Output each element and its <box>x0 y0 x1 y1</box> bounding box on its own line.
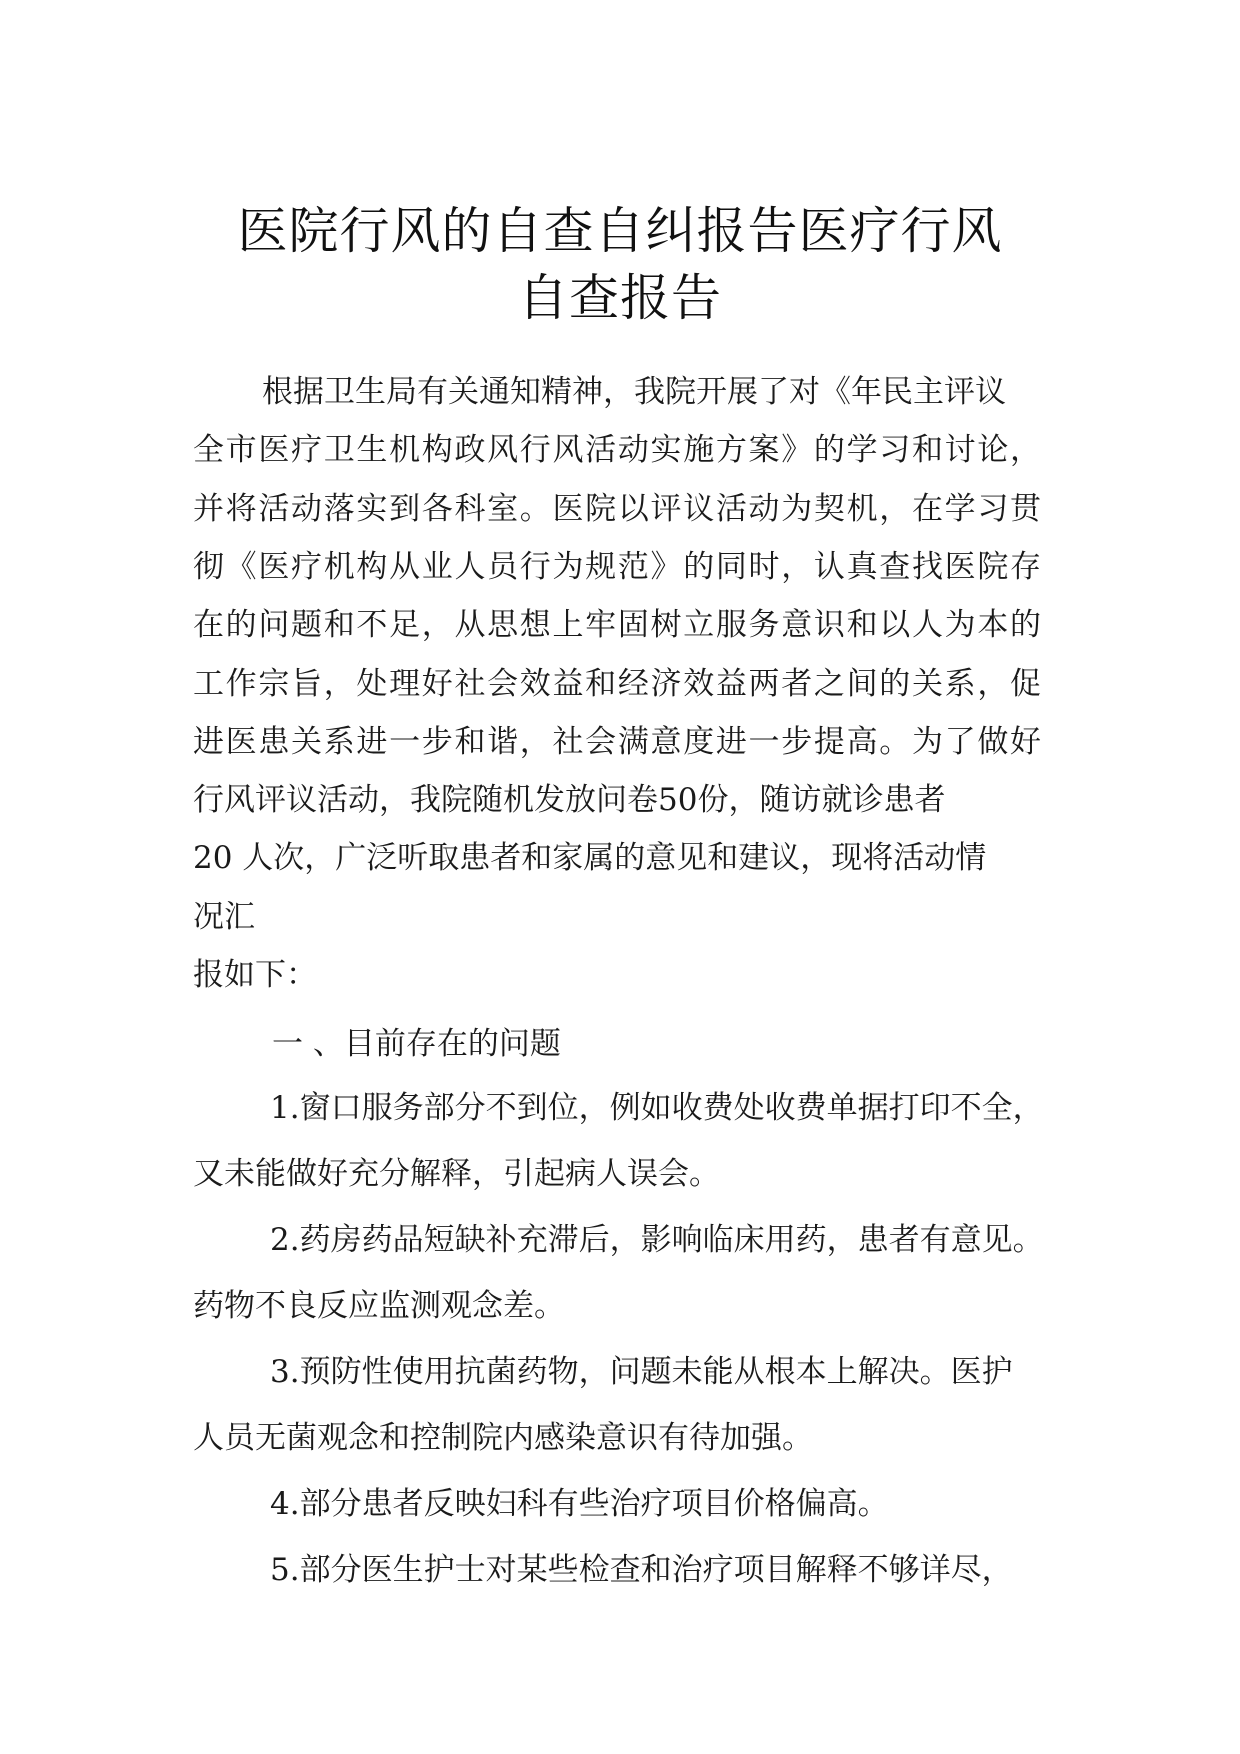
list-item-2-line-2: 药物不良反应监测观念差。 <box>193 1288 565 1324</box>
list-item-3-line-2: 人员无菌观念和控制院内感染意识有待加强。 <box>193 1420 813 1456</box>
list-item-5-line-1: 5.部分医生护士对某些检查和治疗项目解释不够详尽， <box>270 1552 1013 1588</box>
intro-line-11: 报如下： <box>193 957 317 993</box>
list-item-4-line-1: 4.部分患者反映妇科有些治疗项目价格偏高。 <box>270 1486 889 1522</box>
list-item-2-line-1: 2.药房药品短缺补充滞后，影响临床用药，患者有意见。 <box>270 1222 1044 1258</box>
document-title-line-2: 自查报告 <box>518 269 722 327</box>
section-heading: 一 、目前存在的问题 <box>272 1026 561 1062</box>
intro-line-1: 根据卫生局有关通知精神，我院开展了对《年民主评议 <box>262 374 1006 410</box>
intro-line-6: 工作宗旨，处理好社会效益和经济效益两者之间的关系，促 <box>193 666 1041 702</box>
intro-line-5: 在的问题和不足，从思想上牢固树立服务意识和以人为本的 <box>193 607 1041 643</box>
intro-line-10: 况汇 <box>193 899 255 935</box>
list-item-1-line-2: 又未能做好充分解释，引起病人误会。 <box>193 1156 720 1192</box>
intro-line-4: 彻《医疗机构从业人员行为规范》的同时，认真查找医院存 <box>193 549 1041 585</box>
intro-line-9: 20 人次，广泛听取患者和家属的意见和建议，现将活动情 <box>193 840 987 876</box>
intro-line-8: 行风评议活动，我院随机发放问卷50份，随访就诊患者 <box>193 782 946 818</box>
intro-line-2: 全市医疗卫生机构政风行风活动实施方案》的学习和讨论， <box>193 432 1041 468</box>
list-item-3-line-1: 3.预防性使用抗菌药物，问题未能从根本上解决。医护 <box>270 1354 1013 1390</box>
document-title-line-1: 医院行风的自查自纠报告医疗行风 <box>237 202 1003 260</box>
list-item-1-line-1: 1.窗口服务部分不到位，例如收费处收费单据打印不全， <box>270 1090 1044 1126</box>
intro-line-3: 并将活动落实到各科室。医院以评议活动为契机，在学习贯 <box>193 491 1041 527</box>
intro-line-7: 进医患关系进一步和谐，社会满意度进一步提高。为了做好 <box>193 724 1041 760</box>
